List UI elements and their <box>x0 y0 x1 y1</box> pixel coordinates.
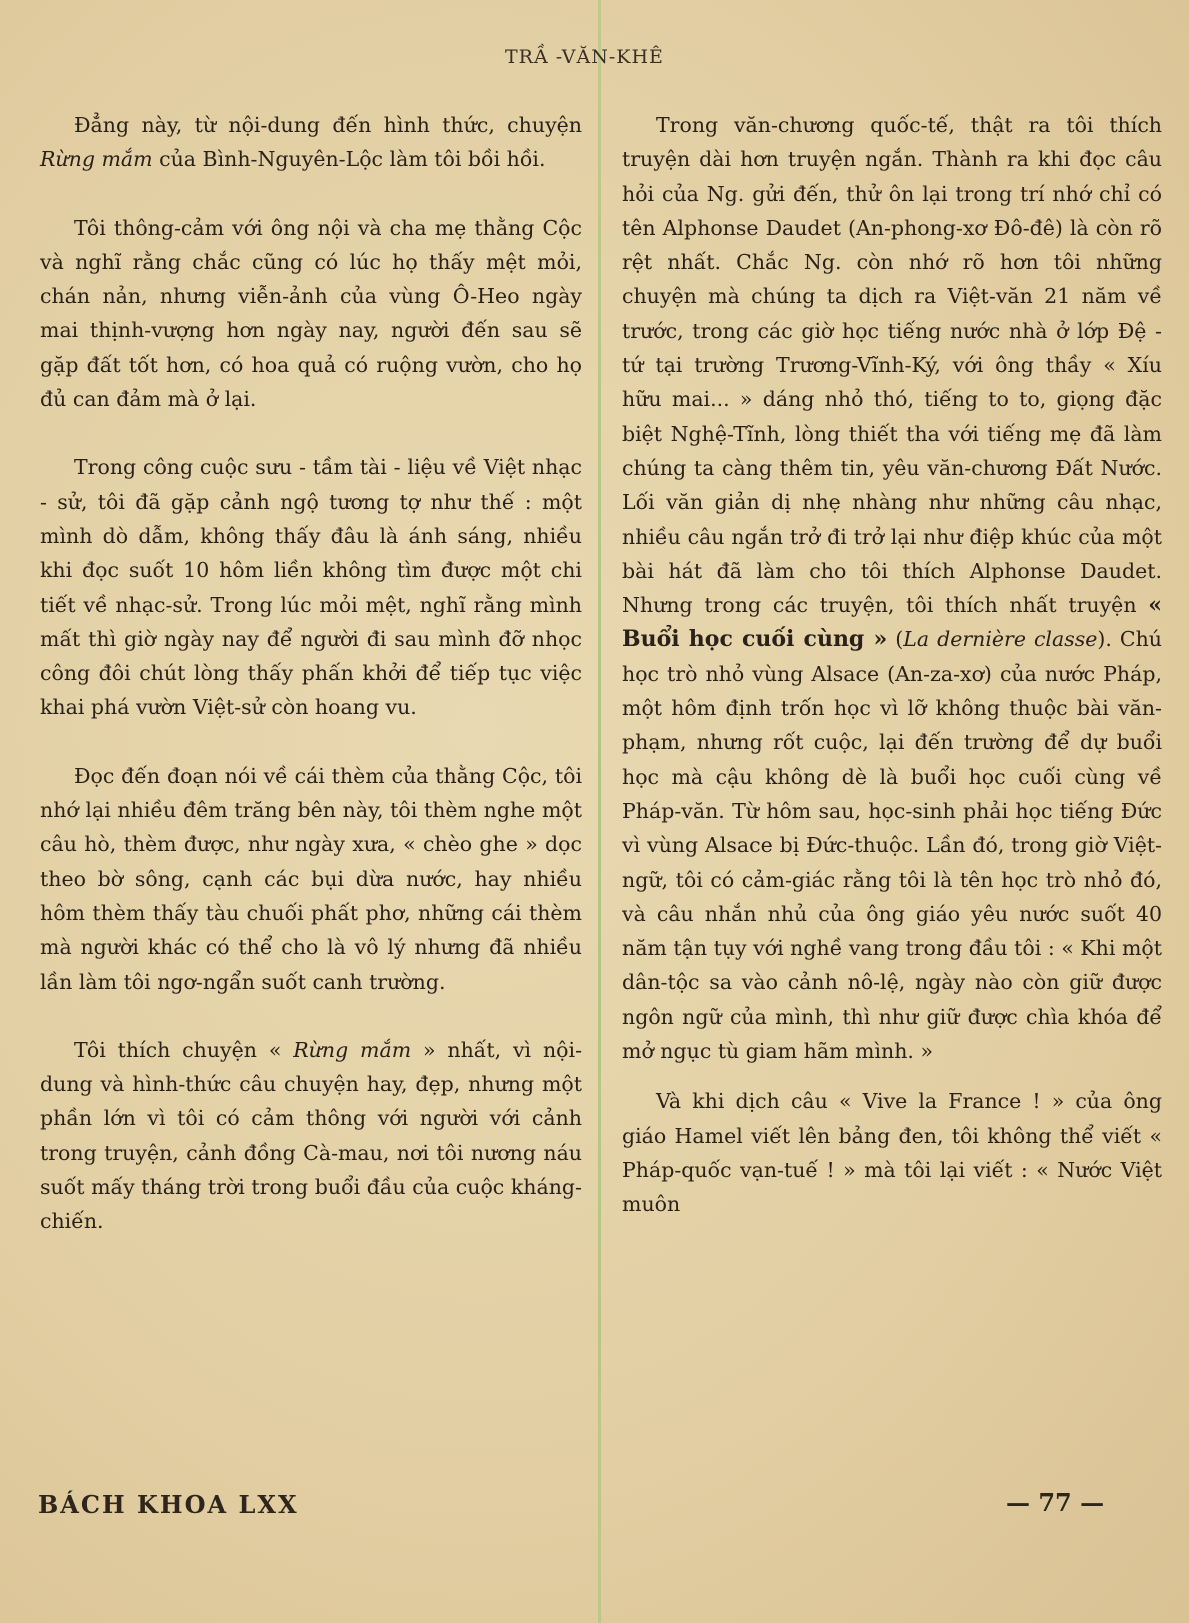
right-column <box>622 108 1162 1222</box>
left-paragraph-2: Tôi thông-cảm với ông nội và cha mẹ thằng Cộc và nghĩ rằng chắc cũng có lúc họ thấy mệt mỏi, chán nản, nhưng viễn-ảnh của vùng Ô-Heo ngày mai thịnh-vượng hơn ngày nay, người đến sau sẽ gặp đất tốt hơn, có hoa quả có ruộng vườn, cho họ đủ can đảm mà ở lại. <box>40 215 582 412</box>
story-original-title: La dernière classe <box>903 627 1098 652</box>
left-column <box>40 108 582 1273</box>
left-paragraph-4: Đọc đến đoạn nói về cái thèm của thằng Cộc, tôi nhớ lại nhiều đêm trăng bên này, tôi thèm nghe một câu hò, thèm được, như ngày xưa, « chèo ghe » dọc theo bờ sông, cạnh các bụi dừa nước, hay nhiều hôm thèm thấy tàu chuối phất phơ, những cái thèm mà người khác có thể cho là vô lý nhưng đã nhiều lần làm tôi ngơ-ngẩn suốt canh trường. <box>40 763 582 994</box>
left-paragraph-5: Tôi thích chuyện « Rừng mắm » nhất, vì nội-dung và hình-thức câu chuyện hay, đẹp, nhưng một phần lớn vì tôi có cảm thông với người với cảnh trong truyện, cảnh đồng Cà-mau, nơi tôi nương náu suốt mấy tháng trời trong buổi đầu của cuộc kháng-chiến. <box>40 1037 582 1234</box>
running-header: TRẦ -VĂN-KHÊ <box>505 46 664 68</box>
page-fold-line <box>598 0 601 1623</box>
page-number: — 77 — <box>1006 1488 1105 1517</box>
magazine-footer: BÁCH KHOA LXX <box>38 1490 299 1519</box>
right-paragraph-2: Và khi dịch câu « Vive la France ! » của ông giáo Hamel viết lên bảng đen, tôi không thể viết « Pháp-quốc vạn-tuế ! » mà tôi lại viết : « Nước Việt muôn <box>622 1089 1162 1217</box>
story-title-rung-mam: Rừng mắm <box>40 147 153 172</box>
story-title-buoi-hoc: « Buổi học cuối cùng » <box>622 592 1162 653</box>
left-paragraph-3: Trong công cuộc sưu - tầm tài - liệu về Việt nhạc - sử, tôi đã gặp cảnh ngộ tương tợ như thế : một mình dò dẫm, không thấy đâu là ánh sáng, nhiều khi đọc suốt 10 hôm liền không tìm được một chi tiết về nhạc-sử. Trong lúc mỏi mệt, nghĩ rằng mình mất thì giờ ngày nay để người đi sau mình đỡ nhọc công đôi chút lòng thấy phấn khởi để tiếp tục việc khai phá vườn Việt-sử còn hoang vu. <box>40 455 582 720</box>
left-paragraph-1: Đẳng này, từ nội-dung đến hình thức, chuyện Rừng mắm của Bình-Nguyên-Lộc làm tôi bồi hồi. <box>40 113 582 172</box>
story-title-rung-mam-2: Rừng mắm <box>293 1037 412 1062</box>
right-paragraph-1: Trong văn-chương quốc-tế, thật ra tôi thích truyện dài hơn truyện ngắn. Thành ra khi đọc câu hỏi của Ng. gửi đến, thử ôn lại trong trí nhớ chỉ có tên Alphonse Daudet (An-phong-xơ Đô-đê) là còn rõ rệt nhất. Chắc Ng. còn nhớ rõ hơn tôi những chuyện mà chúng ta dịch ra Việt-văn 21 năm về trước, trong các giờ học tiếng nước nhà ở lớp Đệ - tứ tại trường Trương-Vĩnh-Ký, với ông thầy « Xíu hữu mai... » dáng nhỏ thó, tiếng to to, giọng đặc biệt Nghệ-Tĩnh, lòng thiết tha với tiếng mẹ đã làm chúng ta càng thêm tin, yêu văn-chương Đất Nước. Lối văn giản dị nhẹ nhàng như những câu nhạc, nhiều câu ngắn trở đi trở lại như điệp khúc của một bài hát đã làm cho tôi thích Alphonse Daudet. Nhưng trong các truyện, tôi thích nhất truyện « Buổi học cuối cùng » (La dernière classe). Chú học trò nhỏ vùng Alsace (An-za-xơ) của nước Pháp, một hôm định trốn học vì lỡ không thuộc bài văn-phạm, nhưng rốt cuộc, lại đến trường để dự buổi học mà cậu không dè là buổi học cuối cùng về Pháp-văn. Từ hôm sau, học-sinh phải học tiếng Đức vì vùng Alsace bị Đức-thuộc. Lần đó, trong giờ Việt-ngữ, tôi có cảm-giác rằng tôi là tên học trò nhỏ đó, và câu nhắn nhủ của ông giáo yêu nước suốt 40 năm tận tụy với nghề vang trong đầu tôi : « Khi một dân-tộc sa vào cảnh nô-lệ, ngày nào còn giữ được ngôn ngữ của mình, thì như giữ được chìa khóa để mở ngục tù giam hãm mình. » <box>622 113 1163 1064</box>
